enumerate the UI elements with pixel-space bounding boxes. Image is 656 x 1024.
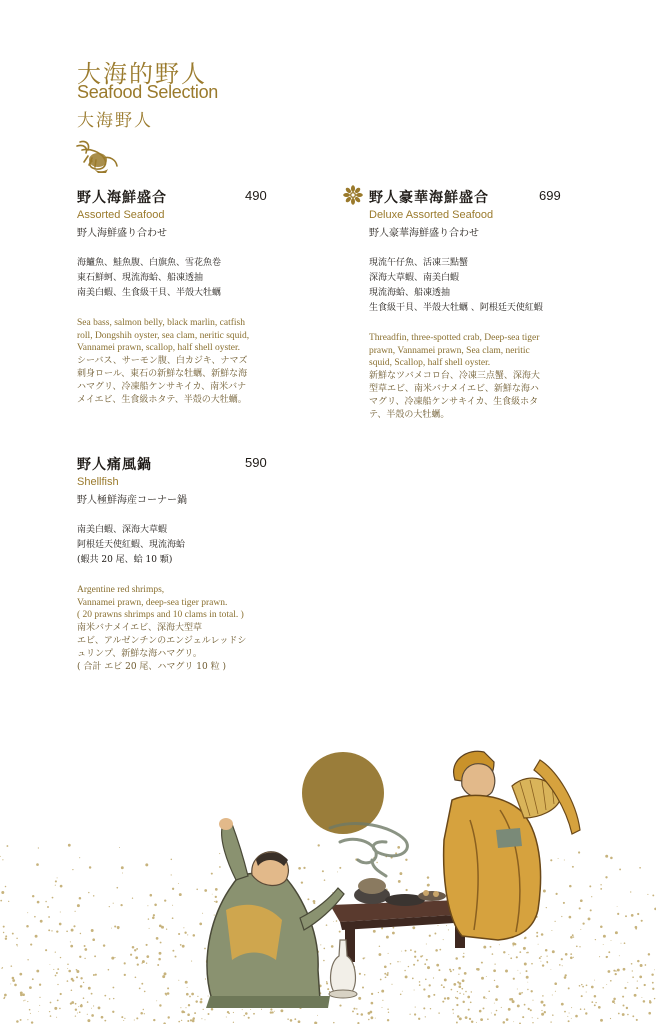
description-line: squid, Scallop, half shell oyster. <box>369 358 491 369</box>
contents-line: 阿根廷天使紅蝦、現流海蛤 <box>77 540 186 550</box>
gold-sun <box>302 752 384 834</box>
menu-item-deluxe-seafood <box>369 187 569 422</box>
description-line: マグリ、冷凍船ケンサキイカ、生食級ホタ <box>369 396 539 407</box>
contents-line: 東石鮮蚵、現流海蛤、船凍透抽 <box>77 273 204 283</box>
item-contents-zh <box>369 256 569 316</box>
item-price: 590 <box>245 455 267 470</box>
chrysanthemum-icon <box>343 185 363 205</box>
description-line: prawn, Vannamei prawn, Sea clam, neritic <box>369 345 530 356</box>
page-title-en: Seafood Selection <box>77 82 219 102</box>
item-name: 野人豪華海鮮盛合 <box>369 190 489 206</box>
description-line: ュリンプ、新鮮な海ハマグリ。 <box>77 648 202 659</box>
standing-figure <box>444 751 580 940</box>
description-line: エビ、アルゼンチンのエンジェルレッドシ <box>77 635 247 646</box>
item-price: 490 <box>245 188 267 203</box>
description-line: 南米バナメイエビ、深海大型草 <box>77 622 203 633</box>
item-name-jp: 野人豪華海鮮盛り合わせ <box>369 228 479 239</box>
description-line: Vannamei prawn, scallop, half shell oyster. <box>77 343 241 354</box>
description-line: Vannamei prawn, deep-sea tiger prawn. <box>77 597 228 608</box>
contents-line: 生食級干貝、半殼大牡蠣 、阿根廷天使紅蝦 <box>369 303 543 313</box>
item-name-jp: 野人極鮮海産コーナー鍋 <box>77 495 187 506</box>
item-price: 699 <box>539 188 561 203</box>
description-line: 型草エビ、南米バナメイエビ、新鮮な海ハ <box>369 383 539 394</box>
description-line: 新鮮なツバメコロ台、冷凍三点蟹、深海大 <box>369 370 540 381</box>
item-name: 野人海鮮盛合 <box>77 190 167 206</box>
item-name-jp: 野人海鮮盛り合わせ <box>77 228 167 239</box>
contents-line: 海鱸魚、鮭魚腹、白旗魚、雪花魚卷 <box>77 258 222 268</box>
item-contents-zh <box>77 256 277 301</box>
item-description-en <box>369 332 569 370</box>
seated-figure <box>206 818 344 1008</box>
contents-line: 現流午仔魚、活凍三點蟹 <box>369 258 469 268</box>
contents-line: 南美白蝦、生食級干貝、半殼大牡蠣 <box>77 288 222 298</box>
item-contents-zh <box>77 523 277 568</box>
item-description-jp <box>369 370 569 422</box>
contents-line: 南美白蝦、深海大草蝦 <box>77 525 168 535</box>
menu-item-shellfish <box>77 454 277 674</box>
description-line: 刺身ロール、東石の新鮮な牡蠣、新鮮な海 <box>77 368 248 379</box>
item-description-en <box>77 317 277 355</box>
item-name-en: Shellfish <box>77 476 119 488</box>
description-line: テ、半殻の大牡蠣。 <box>369 409 450 420</box>
item-name-en: Deluxe Assorted Seafood <box>369 209 494 221</box>
description-line: ( 20 prawns shrimps and 10 clams in total. ) <box>77 610 244 621</box>
shrimp-icon <box>74 138 120 174</box>
item-name-en: Assorted Seafood <box>77 209 165 221</box>
description-line: シーバス、サーモン腹、白カジキ、ナマズ <box>77 355 248 366</box>
item-name: 野人痛風鍋 <box>77 457 152 473</box>
contents-line: 深海大草蝦、南美白蝦 <box>369 273 460 283</box>
contents-line: (蝦共 20 尾、蛤 10 顆) <box>77 555 173 565</box>
item-description-jp <box>77 355 277 407</box>
description-line: ハマグリ、冷凍船ケンサキイカ、南米バナ <box>77 381 247 392</box>
page-title-jp: 大海野人 <box>77 111 153 131</box>
description-line: Threadfin, three-spotted crab, Deep-sea tiger <box>369 333 540 343</box>
description-line: roll, Dongshih oyster, sea clam, neritic squid, <box>77 330 250 341</box>
contents-line: 現流海蛤、船凍透抽 <box>369 288 451 298</box>
item-description-jp <box>77 622 277 674</box>
description-line: メイエビ、生食級ホタテ、半殻の大牡蠣。 <box>77 394 247 405</box>
page-title-zh: 大海的野人 <box>77 60 207 88</box>
description-line: Sea bass, salmon belly, black marlin, catfish <box>77 318 245 328</box>
ukiyoe-illustration <box>0 700 656 1024</box>
menu-item-assorted-seafood <box>77 187 277 407</box>
description-line: ( 合計 エビ 20 尾、ハマグリ 10 粒 ) <box>77 661 226 672</box>
item-description-en <box>77 584 277 622</box>
description-line: Argentine red shrimps, <box>77 585 165 595</box>
